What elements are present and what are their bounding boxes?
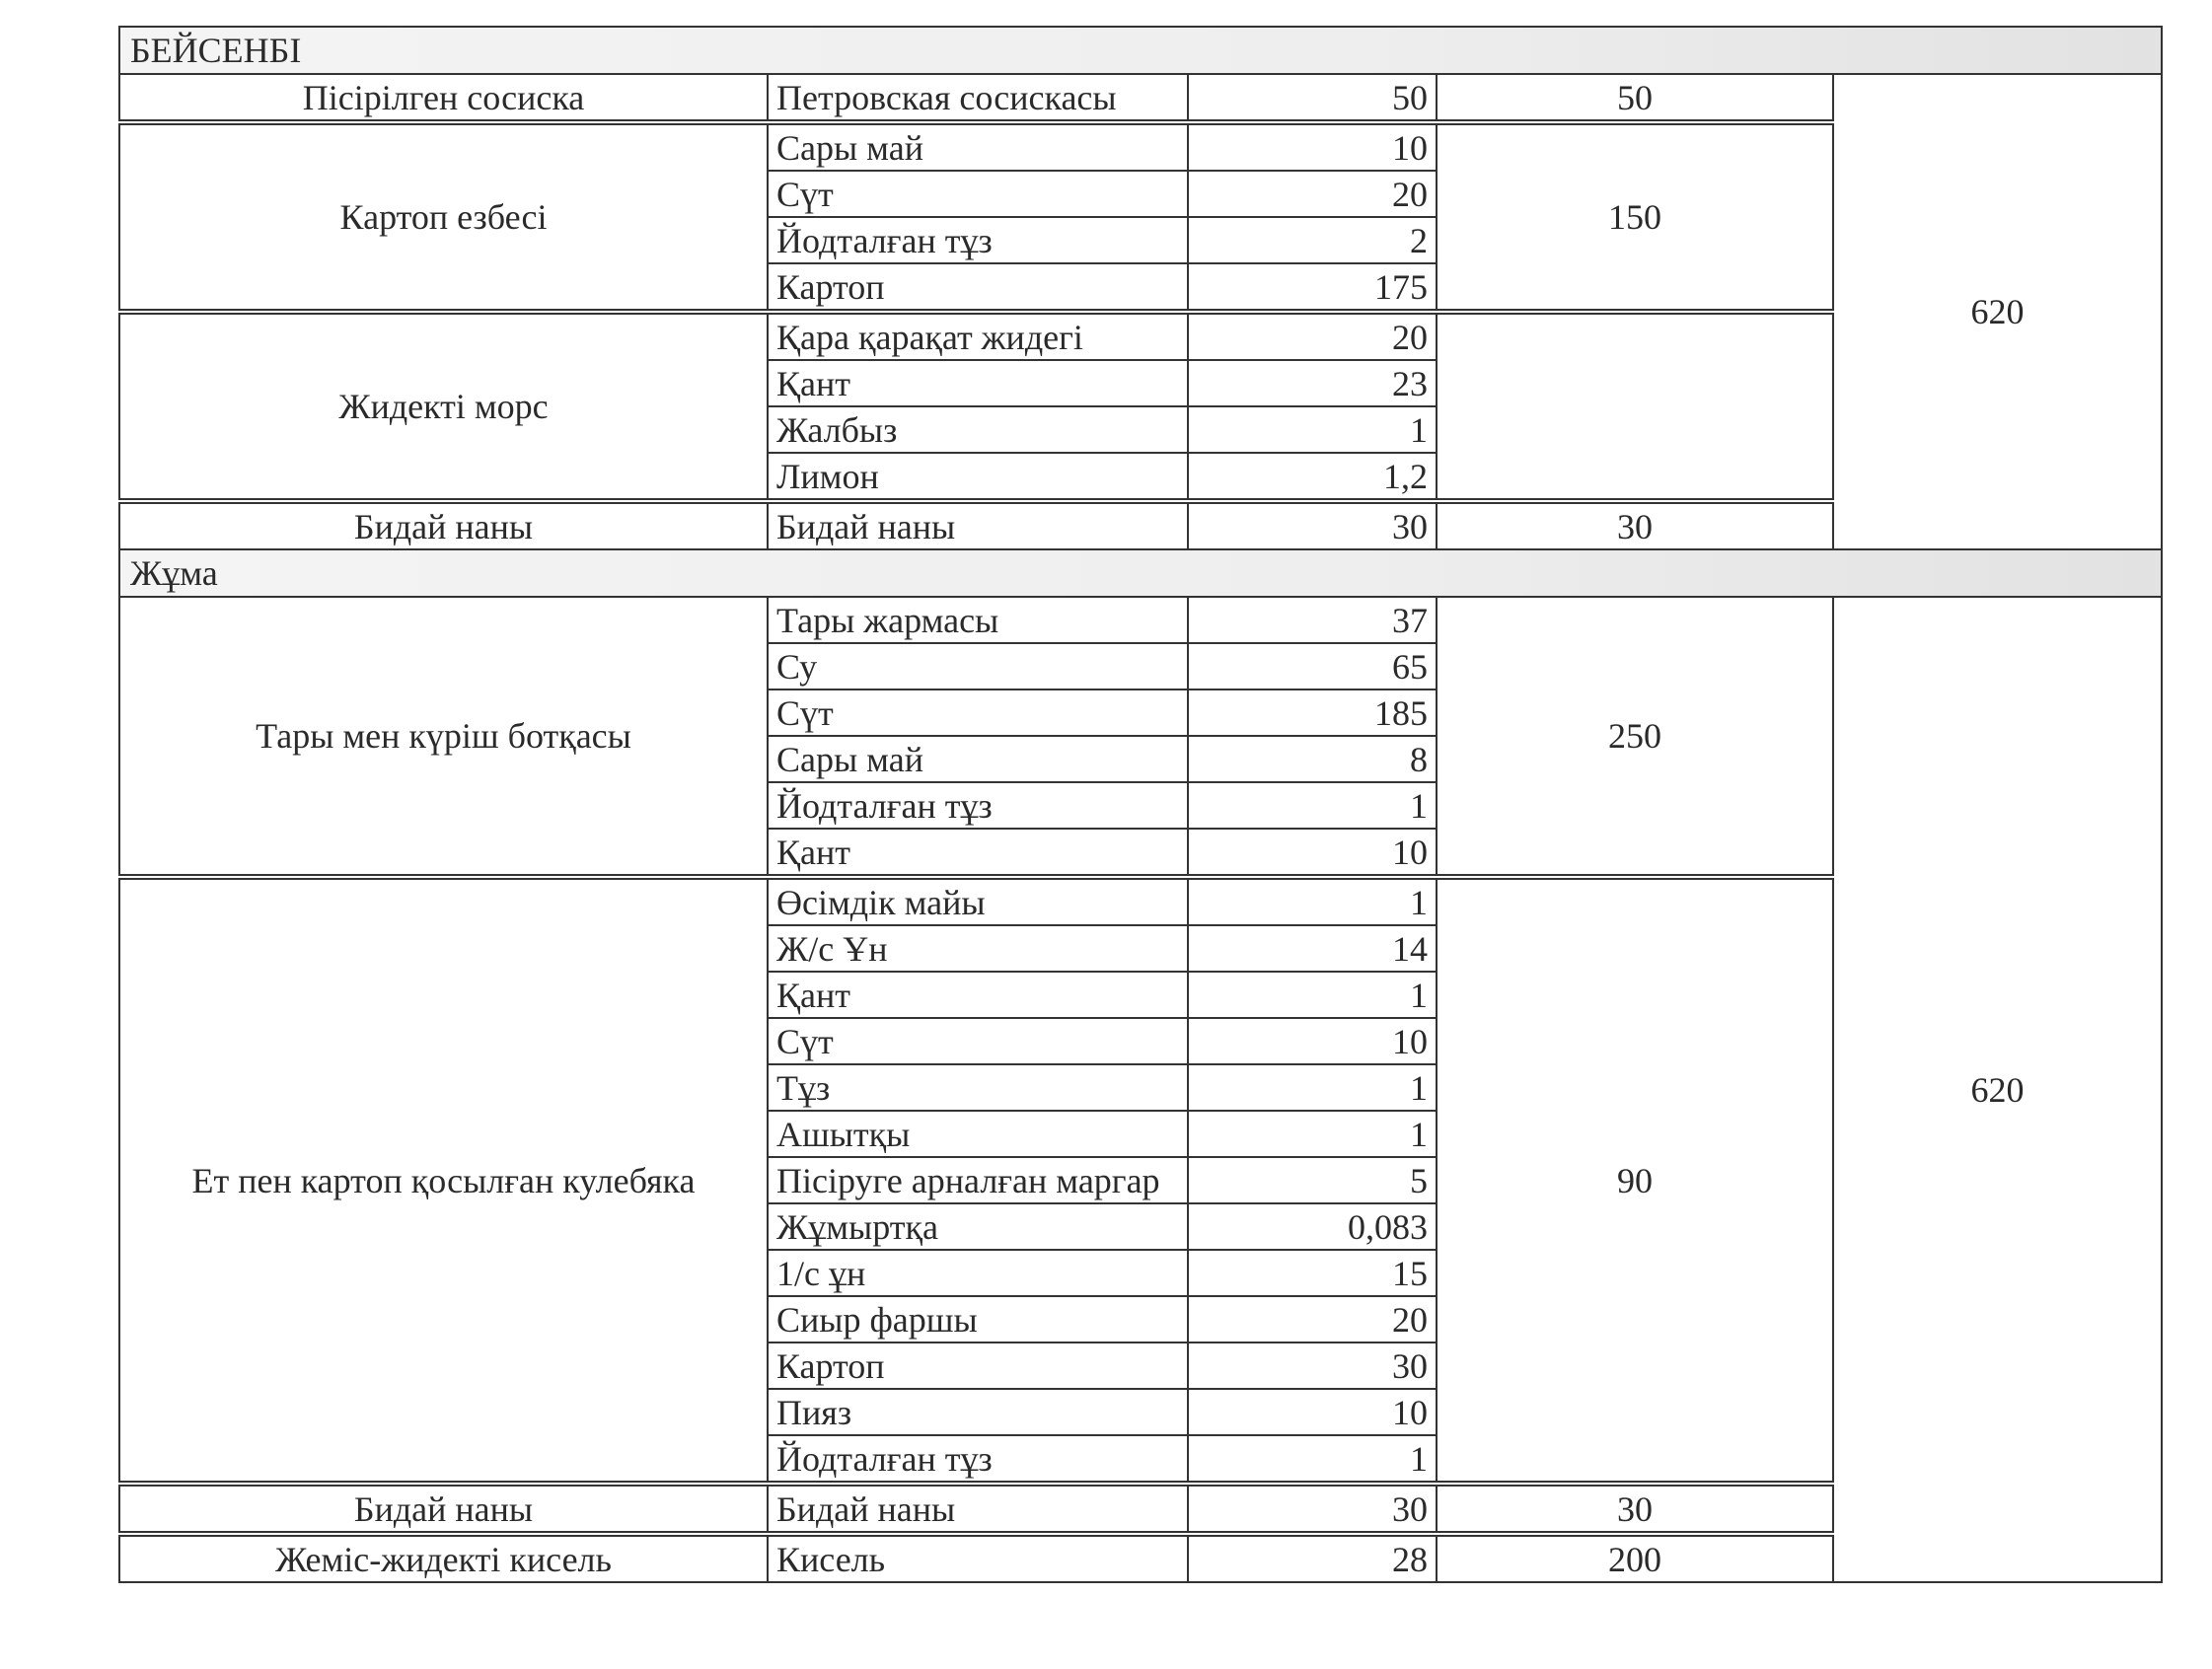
ingredient-quantity: 20: [1188, 171, 1437, 217]
ingredient-quantity: 10: [1188, 829, 1437, 877]
ingredient-quantity: 1: [1188, 782, 1437, 829]
dish-yield: 150: [1437, 122, 1833, 312]
ingredient-name: Йодталған тұз: [768, 1435, 1188, 1484]
dish-name: Картоп езбесі: [119, 122, 768, 312]
dish-name: Пісірілген сосиска: [119, 74, 768, 122]
ingredient-quantity: 1: [1188, 1064, 1437, 1111]
ingredient-quantity: 50: [1188, 74, 1437, 122]
ingredient-name: Бидай наны: [768, 501, 1188, 549]
ingredient-quantity: 10: [1188, 1018, 1437, 1064]
ingredient-name: Су: [768, 643, 1188, 689]
ingredient-quantity: 8: [1188, 736, 1437, 782]
ingredient-name: Петровская сосискасы: [768, 74, 1188, 122]
ingredient-name: Сары май: [768, 122, 1188, 171]
dish-yield: 250: [1437, 597, 1833, 877]
ingredient-quantity: 2: [1188, 217, 1437, 263]
ingredient-name: Лимон: [768, 453, 1188, 501]
ingredient-name: Сары май: [768, 736, 1188, 782]
ingredient-quantity: 20: [1188, 1296, 1437, 1342]
dish-name: Бидай наны: [119, 501, 768, 549]
ingredient-quantity: 15: [1188, 1250, 1437, 1296]
ingredient-name: Тұз: [768, 1064, 1188, 1111]
day-name: БЕЙСЕНБІ: [119, 27, 2162, 74]
ingredient-name: Йодталған тұз: [768, 782, 1188, 829]
ingredient-name: Сүт: [768, 171, 1188, 217]
ingredient-quantity: 30: [1188, 1342, 1437, 1389]
ingredient-quantity: 10: [1188, 1389, 1437, 1435]
menu-table-body: [119, 27, 2162, 1582]
ingredient-name: Картоп: [768, 1342, 1188, 1389]
ingredient-quantity: 37: [1188, 597, 1437, 643]
ingredient-quantity: 1: [1188, 1111, 1437, 1157]
ingredient-name: Пісіруге арналған маргар: [768, 1157, 1188, 1203]
ingredient-quantity: 20: [1188, 312, 1437, 360]
ingredient-name: 1/с ұн: [768, 1250, 1188, 1296]
day-total: 620: [1833, 74, 2162, 549]
ingredient-quantity: 1: [1188, 972, 1437, 1018]
dish-name: Жидекті морс: [119, 312, 768, 501]
ingredient-name: Қант: [768, 972, 1188, 1018]
ingredient-name: Ашытқы: [768, 1111, 1188, 1157]
dish-name: Жеміс-жидекті кисель: [119, 1534, 768, 1582]
ingredient-quantity: 65: [1188, 643, 1437, 689]
ingredient-name: Сүт: [768, 1018, 1188, 1064]
ingredient-row: [119, 597, 2162, 643]
day-header-row: [119, 549, 2162, 597]
ingredient-name: Қант: [768, 360, 1188, 406]
ingredient-name: Ж/с Ұн: [768, 925, 1188, 972]
dish-yield: 30: [1437, 1484, 1833, 1534]
menu-table: [118, 26, 2163, 1583]
ingredient-quantity: 1: [1188, 877, 1437, 925]
ingredient-name: Сиыр фаршы: [768, 1296, 1188, 1342]
ingredient-quantity: 30: [1188, 501, 1437, 549]
ingredient-row: [119, 74, 2162, 122]
ingredient-quantity: 1,2: [1188, 453, 1437, 501]
ingredient-name: Өсімдік майы: [768, 877, 1188, 925]
ingredient-name: Қара қарақат жидегі: [768, 312, 1188, 360]
ingredient-quantity: 1: [1188, 406, 1437, 453]
ingredient-quantity: 10: [1188, 122, 1437, 171]
day-header-row: [119, 27, 2162, 74]
ingredient-quantity: 30: [1188, 1484, 1437, 1534]
ingredient-quantity: 0,083: [1188, 1203, 1437, 1250]
ingredient-name: Жалбыз: [768, 406, 1188, 453]
ingredient-name: Қант: [768, 829, 1188, 877]
dish-yield: 200: [1437, 1534, 1833, 1582]
ingredient-quantity: 185: [1188, 689, 1437, 736]
dish-yield: 50: [1437, 74, 1833, 122]
ingredient-name: Йодталған тұз: [768, 217, 1188, 263]
ingredient-name: Тары жармасы: [768, 597, 1188, 643]
dish-yield: 90: [1437, 877, 1833, 1484]
ingredient-quantity: 28: [1188, 1534, 1437, 1582]
ingredient-quantity: 14: [1188, 925, 1437, 972]
ingredient-quantity: 23: [1188, 360, 1437, 406]
dish-name: Тары мен күріш ботқасы: [119, 597, 768, 877]
ingredient-name: Жұмыртқа: [768, 1203, 1188, 1250]
dish-yield: 30: [1437, 501, 1833, 549]
ingredient-quantity: 1: [1188, 1435, 1437, 1484]
ingredient-name: Пияз: [768, 1389, 1188, 1435]
ingredient-quantity: 175: [1188, 263, 1437, 312]
ingredient-quantity: 5: [1188, 1157, 1437, 1203]
day-name: Жұма: [119, 549, 2162, 597]
day-total: 620: [1833, 597, 2162, 1582]
dish-name: Ет пен картоп қосылған кулебяка: [119, 877, 768, 1484]
dish-yield: [1437, 312, 1833, 501]
ingredient-name: Кисель: [768, 1534, 1188, 1582]
ingredient-name: Картоп: [768, 263, 1188, 312]
ingredient-name: Бидай наны: [768, 1484, 1188, 1534]
ingredient-name: Сүт: [768, 689, 1188, 736]
dish-name: Бидай наны: [119, 1484, 768, 1534]
